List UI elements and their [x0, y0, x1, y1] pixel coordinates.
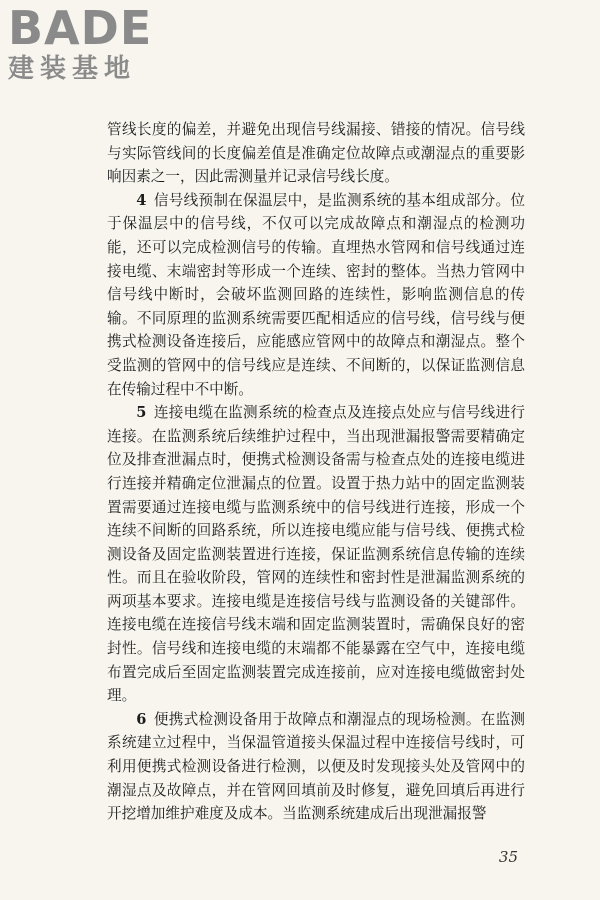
paragraph-text: 信号线预制在保温层中，是监测系统的基本组成部分。位于保温层中的信号线，不仅可以完成故障点和潮湿点的检测功能，还可以完成检测信号的传输。直埋热水管网和信号线通过连接电缆、末端密封等形成一个连续、密封的整体。当热力管网中信号线中断时，会破坏监测回路的连续性，影响监测信息的传输。不同原理的监测系统需要匹配相适应的信号线，信号线与便携式检测设备连接后，应能感应管网中的故障点和潮湿点。整个受监测的管网中的信号线应是连续、不间断的，以保证监测信息在传输过程中不中断。 [107, 191, 525, 398]
item-number: 5 [136, 404, 147, 422]
paragraph-text: 连接电缆在监测系统的检查点及连接点处应与信号线进行连接。在监测系统后续维护过程中，当出现泄漏报警需要精确定位及排查泄漏点时，便携式检测设备需与检查点处的连接电缆进行连接并精确定位泄漏点的位置。设置于热力站中的固定监测装置需要通过连接电缆与监测系统中的信号线进行连接，形成一个连续不间断的回路系统，所以连接电缆应能与信号线、便携式检测设备及固定监测装置进行连接，保证监测系统信息传输的连续性。而且在验收阶段，管网的连续性和密封性是泄漏监测系统的两项基本要求。连接电缆是连接信号线与监测设备的关键部件。连接电缆在连接信号线末端和固定监测装置时，需确保良好的密封性。信号线和连接电缆的末端都不能暴露在空气中，连接电缆布置完成后至固定监测装置完成连接前，应对连接电缆做密封处理。 [107, 404, 525, 705]
publisher-logo [8, 1, 178, 84]
item-number: 6 [136, 710, 147, 728]
item-number: 4 [136, 191, 147, 209]
page-number: 35 [498, 848, 518, 866]
paragraph-continuation [107, 118, 525, 189]
paragraph-item-4 [107, 189, 525, 401]
logo-wordmark: BADE [8, 1, 153, 55]
logo-chinese-name: 建装基地 [8, 54, 137, 84]
page-body [107, 118, 525, 826]
paragraph-item-5 [107, 401, 525, 708]
paragraph-item-6 [107, 708, 525, 826]
paragraph-text: 管线长度的偏差，并避免出现信号线漏接、错接的情况。信号线与实际管线间的长度偏差值是准确定位故障点或潮湿点的重要影响因素之一，因此需测量并记录信号线长度。 [107, 121, 525, 186]
paragraph-text: 便携式检测设备用于故障点和潮湿点的现场检测。在监测系统建立过程中，当保温管道接头保温过程中连接信号线时，可利用便携式检测设备进行检测，以便及时发现接头处及管网中的潮湿点及故障点，并在管网回填前及时修复，避免回填后再进行开挖增加维护难度及成本。当监测系统建成后出现泄漏报警 [107, 710, 525, 823]
